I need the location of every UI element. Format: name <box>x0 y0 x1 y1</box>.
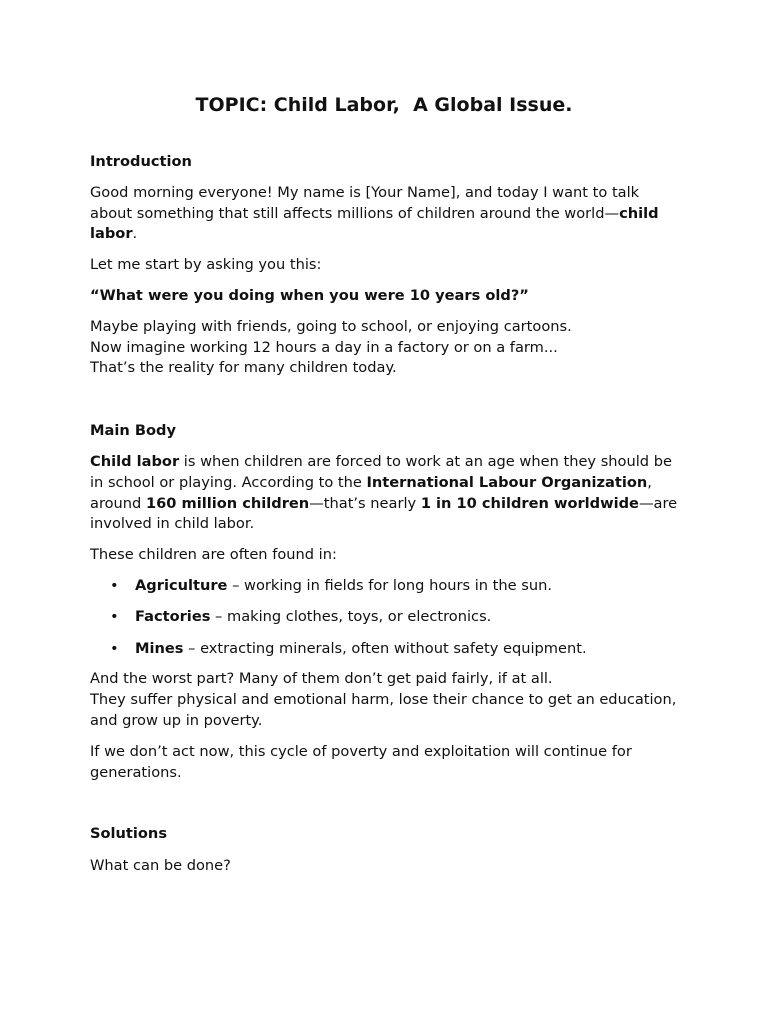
introduction-prompt: Let me start by asking you this: <box>90 256 322 274</box>
sectors-intro: These children are often found in: <box>90 546 337 564</box>
bullet-icon: • <box>110 576 119 594</box>
definition-text-2: , around <box>90 473 652 512</box>
introduction-reflection <box>90 317 678 379</box>
definition-text-1: is when children are forced to work at an age when they should be in school or playing. According to the <box>90 452 672 491</box>
solutions-question: What can be done? <box>90 857 231 875</box>
statistic-count: 160 million children <box>145 494 310 512</box>
sector-description: – extracting minerals, often without safety equipment. <box>183 639 587 657</box>
introduction-period: . <box>132 225 138 243</box>
sector-term: Mines <box>135 639 184 657</box>
bullet-icon: • <box>110 639 119 657</box>
consequences-paragraph <box>90 669 678 731</box>
definition-text-4: —are involved in child labor. <box>90 494 678 533</box>
child-labor-term: Child labor <box>90 452 180 470</box>
reflection-line-1: Maybe playing with friends, going to school, or enjoying cartoons. <box>90 317 572 335</box>
solutions-heading: Solutions <box>90 825 168 843</box>
reflection-line-3: That’s the reality for many children today. <box>90 359 397 377</box>
introduction-text: Good morning everyone! My name is [Your Name], and today I want to talk about something that still affects millions of children around the world— <box>90 183 640 222</box>
definition-text-3: —that’s nearly <box>309 494 421 512</box>
sector-term: Agriculture <box>135 576 228 594</box>
introduction-bold-term: child labor <box>90 204 659 243</box>
sectors-list <box>90 576 678 659</box>
introduction-paragraph <box>90 183 678 245</box>
main-body-heading: Main Body <box>90 422 176 440</box>
sector-term: Factories <box>135 608 211 626</box>
introduction-question: “What were you doing when you were 10 years old?” <box>90 286 529 304</box>
list-item <box>90 639 678 660</box>
statistic-ratio: 1 in 10 children worldwide <box>420 494 639 512</box>
list-item <box>90 607 678 628</box>
consequences-line-2: They suffer physical and emotional harm, lose their chance to get an education, and grow up in poverty. <box>90 691 677 729</box>
call-to-action: If we don’t act now, this cycle of poverty and exploitation will continue for generations. <box>90 742 632 781</box>
ilo-term: International Labour Organization <box>366 473 648 491</box>
reflection-line-2: Now imagine working 12 hours a day in a factory or on a farm... <box>90 338 558 356</box>
document-title: TOPIC: Child Labor, A Global Issue. <box>195 94 573 116</box>
consequences-line-1: And the worst part? Many of them don’t get paid fairly, if at all. <box>90 670 553 688</box>
sector-description: – making clothes, toys, or electronics. <box>210 608 492 626</box>
main-body-definition <box>90 452 678 535</box>
sector-description: – working in fields for long hours in the sun. <box>227 576 553 594</box>
introduction-heading: Introduction <box>90 153 192 170</box>
bullet-icon: • <box>110 608 119 626</box>
list-item <box>90 576 678 597</box>
